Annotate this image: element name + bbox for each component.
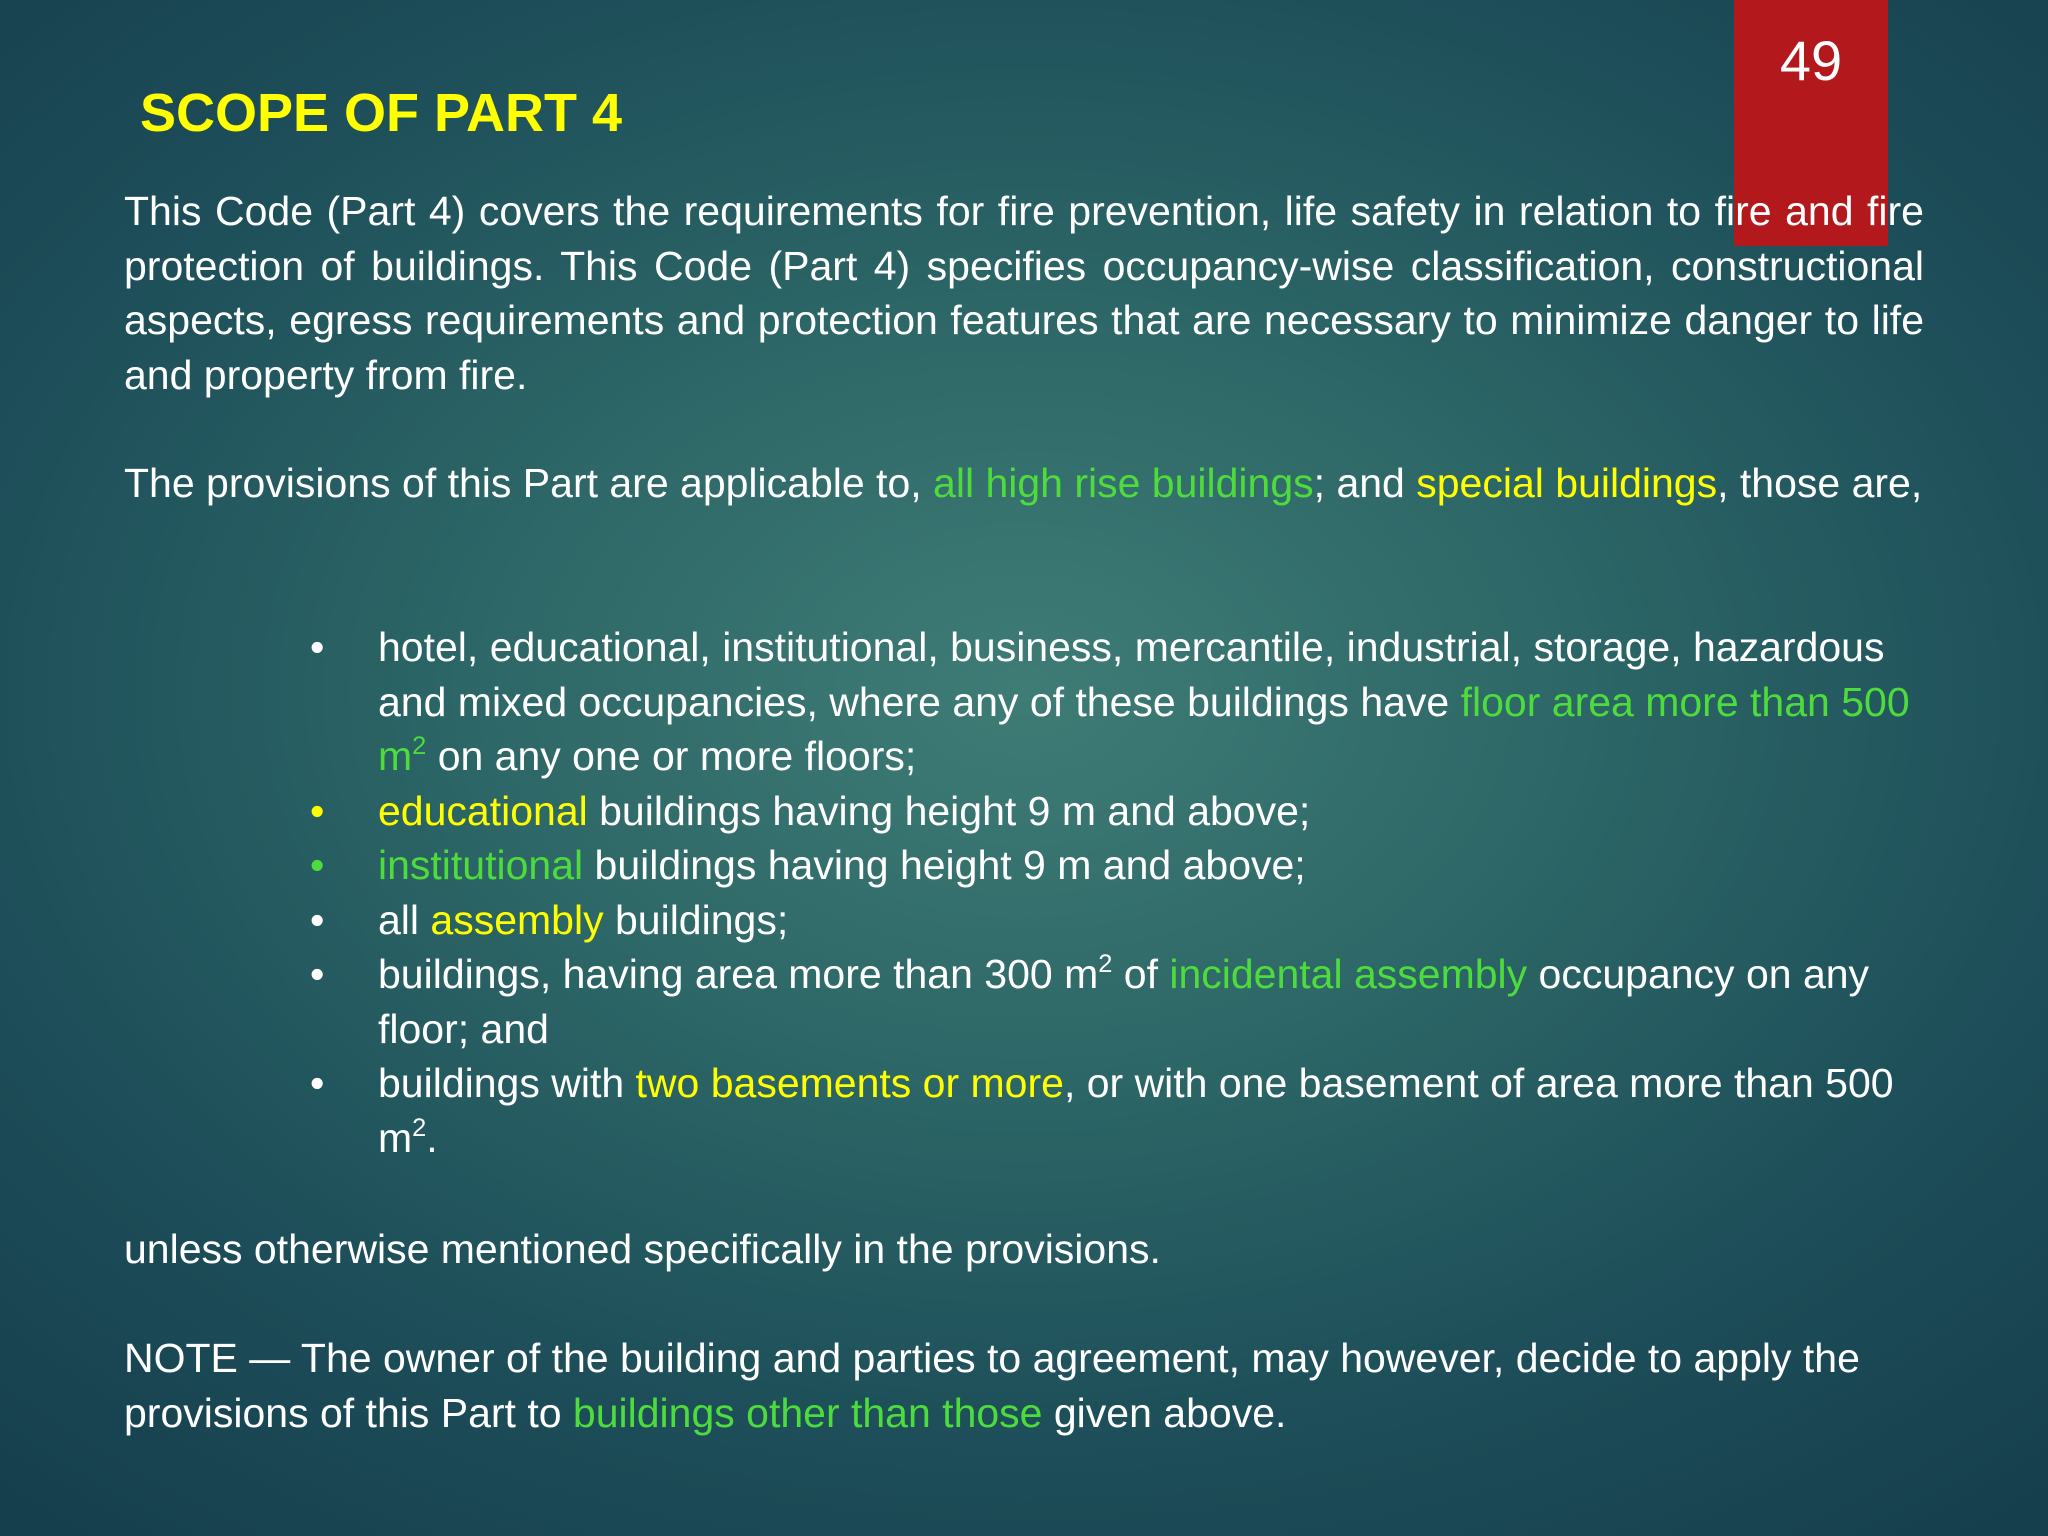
bullet-text: hotel, educational, institutional, business, mercantile, industrial, storage, hazardous and mixed occupancies, where any of these buildings have: [378, 624, 1885, 725]
bullet-text: buildings having height 9 m and above;: [587, 787, 1311, 834]
slide-title: SCOPE OF PART 4: [140, 83, 623, 143]
list-item: [310, 838, 1910, 893]
bullet-text: on any one or more floors;: [426, 733, 917, 779]
bullet-highlight: two basements or more: [635, 1060, 1064, 1106]
paragraph-applicability: [124, 456, 1924, 511]
bullet-dot: •: [310, 896, 325, 943]
bullet-highlight: educational: [378, 787, 588, 834]
bullet-dot: •: [310, 1060, 325, 1106]
bullet-highlight-text: floor area more than 500 m: [378, 678, 1910, 779]
paragraph-unless: unless otherwise mentioned specifically in the provisions.: [124, 1226, 1161, 1272]
bullet-dot: •: [310, 787, 325, 834]
bullet-dot: •: [310, 624, 325, 670]
applicability-text-3: , those are,: [1717, 460, 1923, 506]
bullet-text: of: [1112, 951, 1170, 997]
note-text-1: NOTE — The owner of the building and parties to agreement, may however, decide to apply the provisions of this Part to: [124, 1335, 1860, 1436]
bullet-text: buildings with: [378, 1060, 636, 1106]
paragraph-scope: This Code (Part 4) covers the requirements for fire prevention, life safety in relation to fire and fire protection of buildings. This Code (Part 4) specifies occupancy-wise classification, constructional aspects, egress requirements and protection features that are necessary to minimize danger to life and property from fire.: [124, 188, 1924, 398]
superscript: 2: [1098, 950, 1113, 979]
highlight-special-buildings: special buildings: [1416, 460, 1718, 506]
bullet-text: all: [378, 896, 431, 943]
bullet-text: buildings;: [603, 896, 789, 943]
list-item: [310, 947, 1910, 1056]
bullet-text: buildings having height 9 m and above;: [583, 842, 1306, 888]
list-item: [310, 620, 1910, 784]
bullet-highlight: incidental assembly: [1169, 951, 1528, 997]
list-item: [310, 1056, 1910, 1165]
applicability-text-1: The provisions of this Part are applicable to,: [124, 460, 934, 506]
paragraph-note: [124, 1331, 1924, 1440]
note-highlight: buildings other than those: [572, 1389, 1043, 1436]
applicability-text-2: ; and: [1313, 460, 1417, 506]
superscript: 2: [412, 1113, 427, 1142]
bullet-list: [310, 620, 1910, 1165]
list-item: [310, 893, 1910, 948]
note-text-2: given above.: [1042, 1389, 1287, 1436]
highlight-high-rise: all high rise buildings: [933, 460, 1314, 506]
bullet-dot: •: [310, 951, 325, 997]
superscript: 2: [412, 732, 427, 761]
bullet-text: occupancy on any floor; and: [378, 951, 1870, 1052]
bullet-text: , or with one basement of area more than 500 m: [378, 1060, 1894, 1161]
bullet-highlight: institutional: [378, 842, 584, 888]
page-number: 49: [1779, 29, 1843, 92]
bullet-highlight: assembly: [430, 896, 604, 943]
bullet-text: .: [426, 1114, 438, 1161]
list-item: [310, 784, 1910, 839]
bullet-dot: •: [310, 842, 325, 888]
bullet-text: buildings, having area more than 300 m: [378, 951, 1099, 997]
